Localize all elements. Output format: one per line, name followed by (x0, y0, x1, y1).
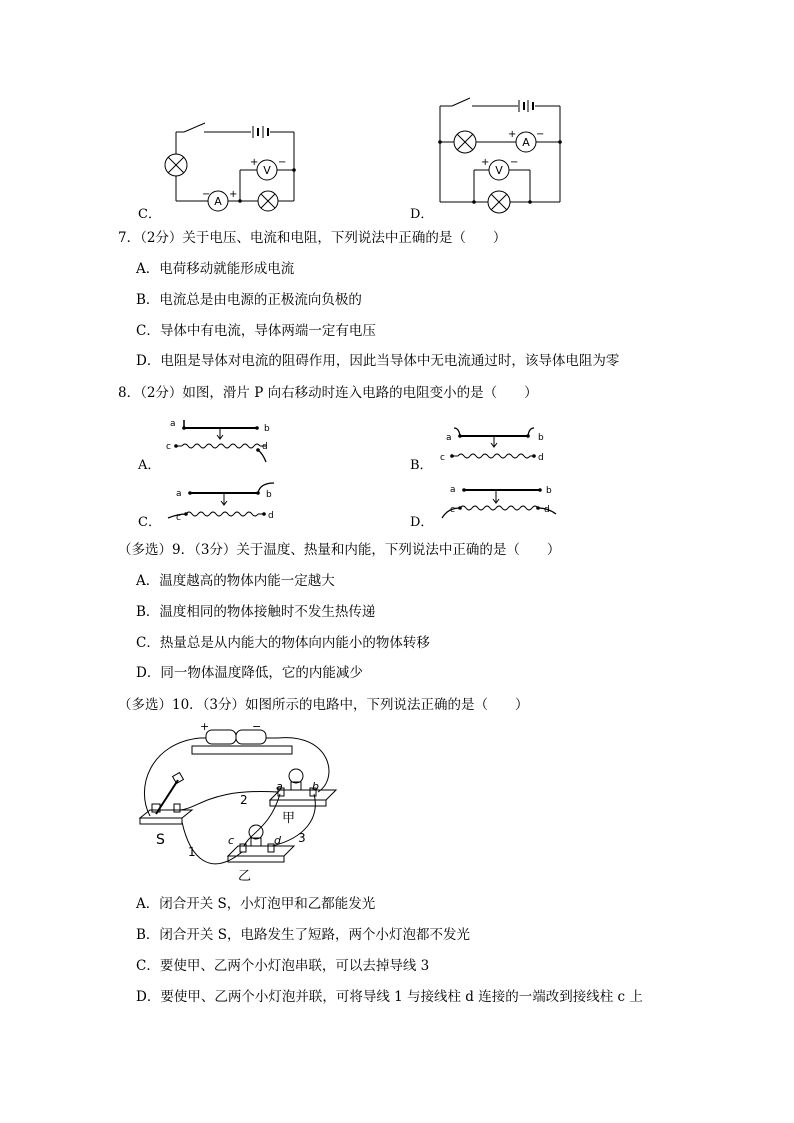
terminal-a: a (276, 780, 283, 793)
rheostat-diagram-b (434, 418, 554, 468)
question-7-option-a: A．电荷移动就能形成电流 (136, 261, 295, 277)
terminal-b: b (266, 490, 272, 500)
terminal-c: c (450, 505, 455, 515)
terminal-c: c (440, 453, 445, 463)
wire-3-label: 3 (298, 831, 306, 845)
terminal-d: d (262, 442, 268, 452)
physical-circuit-illustration (130, 718, 360, 888)
question-10-option-b: B．闭合开关 S，电路发生了短路，两个小灯泡都不发光 (136, 927, 470, 943)
rheostat-diagram-c (160, 476, 285, 526)
voltmeter-label: V (495, 164, 503, 177)
question-7-option-b: B．电流总是由电源的正极流向负极的 (136, 292, 362, 308)
voltmeter-minus: − (278, 157, 287, 168)
question-10-option-a: A．闭合开关 S，小灯泡甲和乙都能发光 (136, 896, 376, 912)
question-9-option-c: C．热量总是从内能大的物体向内能小的物体转移 (136, 635, 430, 651)
question-9-option-a: A．温度越高的物体内能一定越大 (136, 573, 335, 589)
terminal-a: a (170, 419, 176, 429)
battery-plus: + (200, 720, 210, 733)
rheostat-diagram-d (432, 478, 562, 526)
lamp-yi-label: 乙 (238, 869, 252, 884)
question-9-option-b: B．温度相同的物体接触时不发生热传递 (136, 604, 376, 620)
question-9-stem: （多选）9．（3分）关于温度、热量和内能，下列说法中正确的是（ ） (118, 542, 561, 558)
question-10-stem: （多选）10．（3分）如图所示的电路中，下列说法正确的是（ ） (118, 697, 529, 713)
terminal-a: a (450, 485, 456, 495)
terminal-d: d (268, 511, 274, 521)
switch-s-label: S (156, 832, 165, 848)
question-10-option-c: C．要使甲、乙两个小灯泡串联，可以去掉导线 3 (136, 958, 430, 974)
terminal-c: c (176, 513, 181, 523)
terminal-d: d (274, 834, 281, 847)
terminal-c: c (166, 442, 171, 452)
ammeter-plus: + (508, 129, 517, 140)
terminal-b: b (312, 780, 319, 793)
lamp-jia-label: 甲 (282, 811, 296, 826)
option-d-label: D． (410, 515, 434, 530)
question-8-stem: 8．（2分）如图，滑片 P 向右移动时连入电路的电阻变小的是（ ） (118, 385, 538, 401)
wire-2-label: 2 (240, 793, 248, 807)
battery-minus: − (252, 720, 262, 733)
terminal-a: a (446, 433, 452, 443)
option-c-label: C． (138, 207, 161, 222)
ammeter-plus: + (229, 189, 238, 200)
terminal-b: b (538, 433, 544, 443)
wire-1-label: 1 (188, 845, 196, 859)
voltmeter-plus: + (481, 157, 490, 168)
terminal-c: c (228, 834, 235, 847)
question-7-option-d: D．电阻是导体对电流的阻碍作用，因此当导体中无电流通过时，该导体电阻为零 (136, 353, 620, 369)
terminal-d: d (538, 453, 544, 463)
option-c-label: C． (138, 515, 161, 530)
voltmeter-plus: + (250, 157, 259, 168)
question-9-option-d: D．同一物体温度降低，它的内能减少 (136, 665, 363, 681)
terminal-b: b (264, 424, 270, 434)
circuit-diagram-d (432, 94, 572, 214)
terminal-a: a (176, 489, 182, 499)
voltmeter-minus: − (510, 157, 519, 168)
terminal-d: d (544, 505, 550, 515)
question-7-option-c: C．导体中有电流，导体两端一定有电压 (136, 323, 376, 339)
option-a-label: A． (138, 458, 161, 473)
terminal-b: b (546, 486, 552, 496)
voltmeter-label: V (263, 164, 271, 177)
option-d-label: D． (410, 207, 434, 222)
ammeter-minus: − (202, 189, 211, 200)
question-10-option-d: D．要使甲、乙两个小灯泡并联，可将导线 1 与接线柱 d 连接的一端改到接线柱 c 上 (136, 989, 643, 1005)
option-b-label: B． (410, 458, 433, 473)
rheostat-diagram-a (162, 412, 282, 467)
ammeter-minus: − (536, 129, 545, 140)
ammeter-label: A (522, 136, 530, 149)
question-7-stem: 7．（2分）关于电压、电流和电阻，下列说法中正确的是（ ） (118, 230, 507, 246)
circuit-diagram-c (160, 118, 310, 218)
ammeter-label: A (214, 195, 222, 208)
